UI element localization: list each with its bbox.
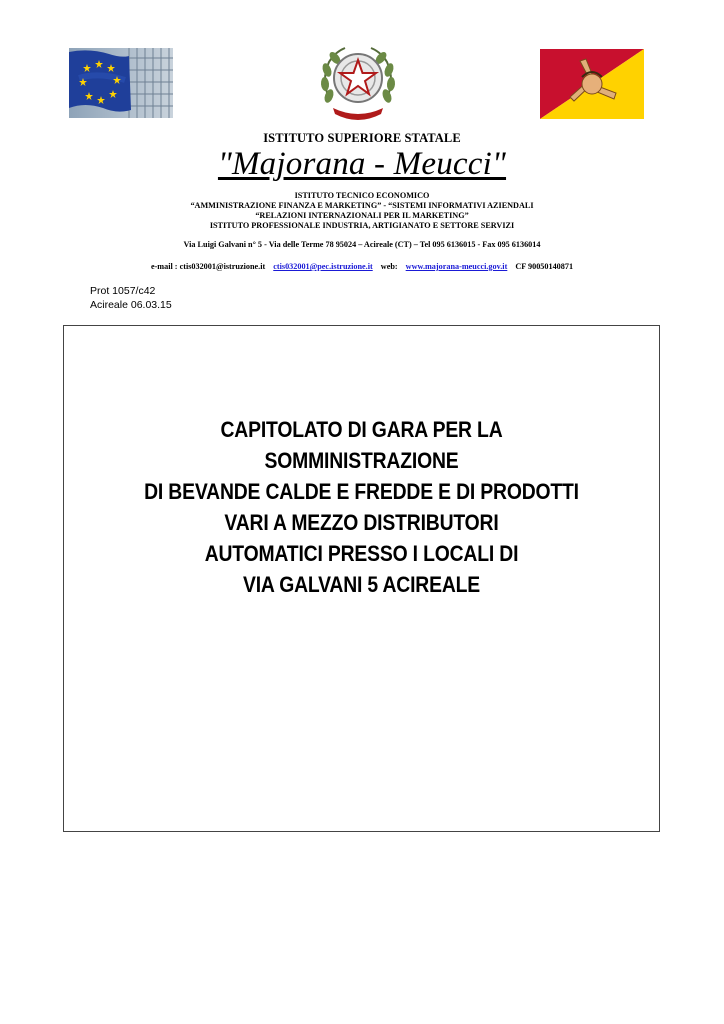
protocol-number: Prot 1057/c42 bbox=[90, 285, 156, 297]
school-name: "Majorana - Meucci" bbox=[217, 146, 507, 182]
title-line: VARI A MEZZO DISTRIBUTORI bbox=[224, 510, 499, 535]
title-line: VIA GALVANI 5 ACIREALE bbox=[242, 572, 481, 597]
sicily-flag-image bbox=[540, 49, 644, 119]
eu-flag-image bbox=[69, 48, 173, 118]
institute-type: ISTITUTO SUPERIORE STATALE bbox=[263, 131, 461, 145]
document-title-box bbox=[63, 325, 660, 832]
subheading-line: ISTITUTO PROFESSIONALE INDUSTRIA, ARTIGIANATO E SETTORE SERVIZI bbox=[209, 221, 515, 230]
contact-line bbox=[0, 262, 724, 271]
email-text: e-mail : ctis032001@istruzione.it bbox=[150, 262, 266, 271]
web-label: web: bbox=[380, 262, 398, 271]
tax-code: CF 90050140871 bbox=[515, 262, 574, 271]
title-line: SOMMINISTRAZIONE bbox=[264, 448, 459, 473]
website-link[interactable]: www.majorana-meucci.gov.it bbox=[405, 262, 508, 271]
school-address: Via Luigi Galvani n° 5 - Via delle Terme 78 95024 – Acireale (CT) – Tel 095 6136015 - Fax 095 6136014 bbox=[183, 240, 541, 249]
pec-link[interactable]: ctis032001@pec.istruzione.it bbox=[273, 262, 373, 271]
title-line: AUTOMATICI PRESSO I LOCALI DI bbox=[204, 541, 519, 566]
protocol-place-date: Acireale 06.03.15 bbox=[90, 299, 172, 311]
subheading-line: “RELAZIONI INTERNAZIONALI PER IL MARKETING” bbox=[255, 211, 469, 220]
subheading-line: “AMMINISTRAZIONE FINANZA E MARKETING” - “SISTEMI INFORMATIVI AZIENDALI bbox=[190, 201, 534, 210]
title-line: CAPITOLATO DI GARA PER LA bbox=[220, 417, 503, 442]
title-line: DI BEVANDE CALDE E FREDDE E DI PRODOTTI bbox=[144, 479, 579, 504]
subheading-line: ISTITUTO TECNICO ECONOMICO bbox=[294, 191, 430, 200]
document-title bbox=[106, 414, 618, 600]
italian-republic-emblem bbox=[315, 40, 401, 126]
